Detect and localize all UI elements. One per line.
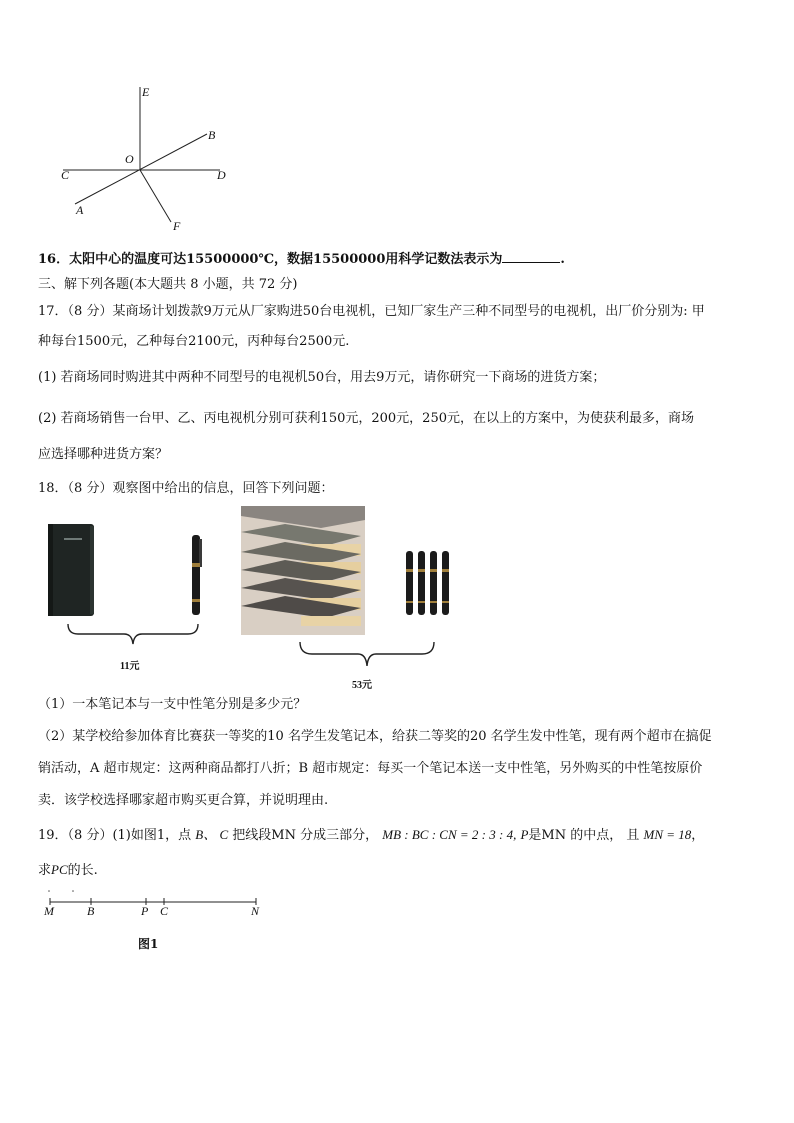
figure-1-caption: 图1	[138, 937, 159, 951]
q19-ask: 求	[38, 863, 52, 878]
notebook-stack-image	[241, 506, 365, 635]
angle-figure	[55, 82, 245, 237]
q19-point-p: P	[520, 827, 529, 842]
label-f: F	[173, 219, 181, 233]
question-19-line1	[38, 827, 704, 844]
label-d: D	[217, 168, 226, 182]
question-17-line2: 种每台1500元，乙种每台2100元，丙种每台2500元.	[38, 334, 350, 349]
question-17-part2-line2: 应选择哪种进货方案？	[38, 447, 169, 462]
q19-ratio: MB : BC : CN = 2 : 3 : 4,	[382, 827, 517, 842]
q19-comma: ，	[691, 828, 705, 843]
question-16-text: 16．太阳中心的温度可达15500000℃，数据15500000用科学记数法表示为	[38, 252, 503, 267]
line-ab	[75, 134, 207, 204]
label-a: A	[76, 203, 84, 217]
four-pens-image	[402, 549, 452, 617]
segment-label-b: B	[87, 904, 95, 918]
segment-label-c: C	[160, 904, 169, 918]
notebook-image	[46, 522, 98, 618]
segment-label-m: M	[44, 904, 54, 918]
brace-left	[66, 622, 200, 648]
line-of	[140, 170, 171, 222]
q19-prefix: 19．（8 分）(1)如图1，点	[38, 828, 192, 843]
pen-image	[186, 533, 206, 619]
label-c: C	[61, 168, 70, 182]
question-17-line1: 17．（8 分）某商场计划拨款9万元从厂家购进50台电视机，已知厂家生产三种不同型号的电视机，出厂价分别为: 甲	[38, 304, 705, 319]
question-17-part1: (1) 若商场同时购进其中两种不同型号的电视机50台，用去9万元，请你研究一下商场的进货方案；	[38, 370, 606, 385]
question-18-part2-line3: 卖．该学校选择哪家超市购买更合算，并说明理由.	[38, 793, 329, 808]
brace-right	[298, 640, 438, 670]
q19-points-bc: B、 C	[195, 827, 229, 842]
answer-blank	[502, 250, 560, 263]
q19-equation: MN = 18	[643, 827, 692, 842]
segment-figure	[44, 888, 264, 912]
q19-pc: PC	[51, 862, 68, 877]
q19-mid: 把线段MN 分成三部分，	[232, 828, 379, 843]
question-16-tail: .	[560, 252, 565, 267]
q19-ask-tail: 的长.	[67, 863, 98, 878]
label-b: B	[208, 128, 216, 142]
question-18-title: 18．（8 分）观察图中给出的信息，回答下列问题：	[38, 481, 334, 496]
section-3-title: 三、解下列各题(本大题共 8 小题，共 72 分)	[38, 277, 298, 292]
question-19-line2	[38, 862, 98, 879]
question-17-part2-line1: (2) 若商场销售一台甲、乙、丙电视机分别可获利150元，200元，250元，在以上的方案中，为使获利最多，商场	[38, 411, 694, 426]
price-right: 53元	[352, 680, 372, 691]
question-18-part2-line1: （2）某学校给参加体育比赛获一等奖的10 名学生发笔记本，给获二等奖的20 名学生发中性笔，现有两个超市在搞促	[38, 729, 712, 744]
label-o: O	[125, 152, 134, 166]
question-16	[38, 250, 565, 268]
question-18-part1: （1）一本笔记本与一支中性笔分别是多少元？	[38, 697, 307, 712]
segment-label-n: N	[251, 904, 260, 918]
label-e: E	[142, 85, 150, 99]
price-left: 11元	[120, 661, 140, 672]
question-18-part2-line2: 销活动，A 超市规定：这两种商品都打八折；B 超市规定：每买一个笔记本送一支中性笔，另外购买的中性笔按原价	[38, 761, 703, 776]
q19-midpoint-text: 是MN 的中点， 且	[528, 828, 640, 843]
segment-label-p: P	[141, 904, 149, 918]
